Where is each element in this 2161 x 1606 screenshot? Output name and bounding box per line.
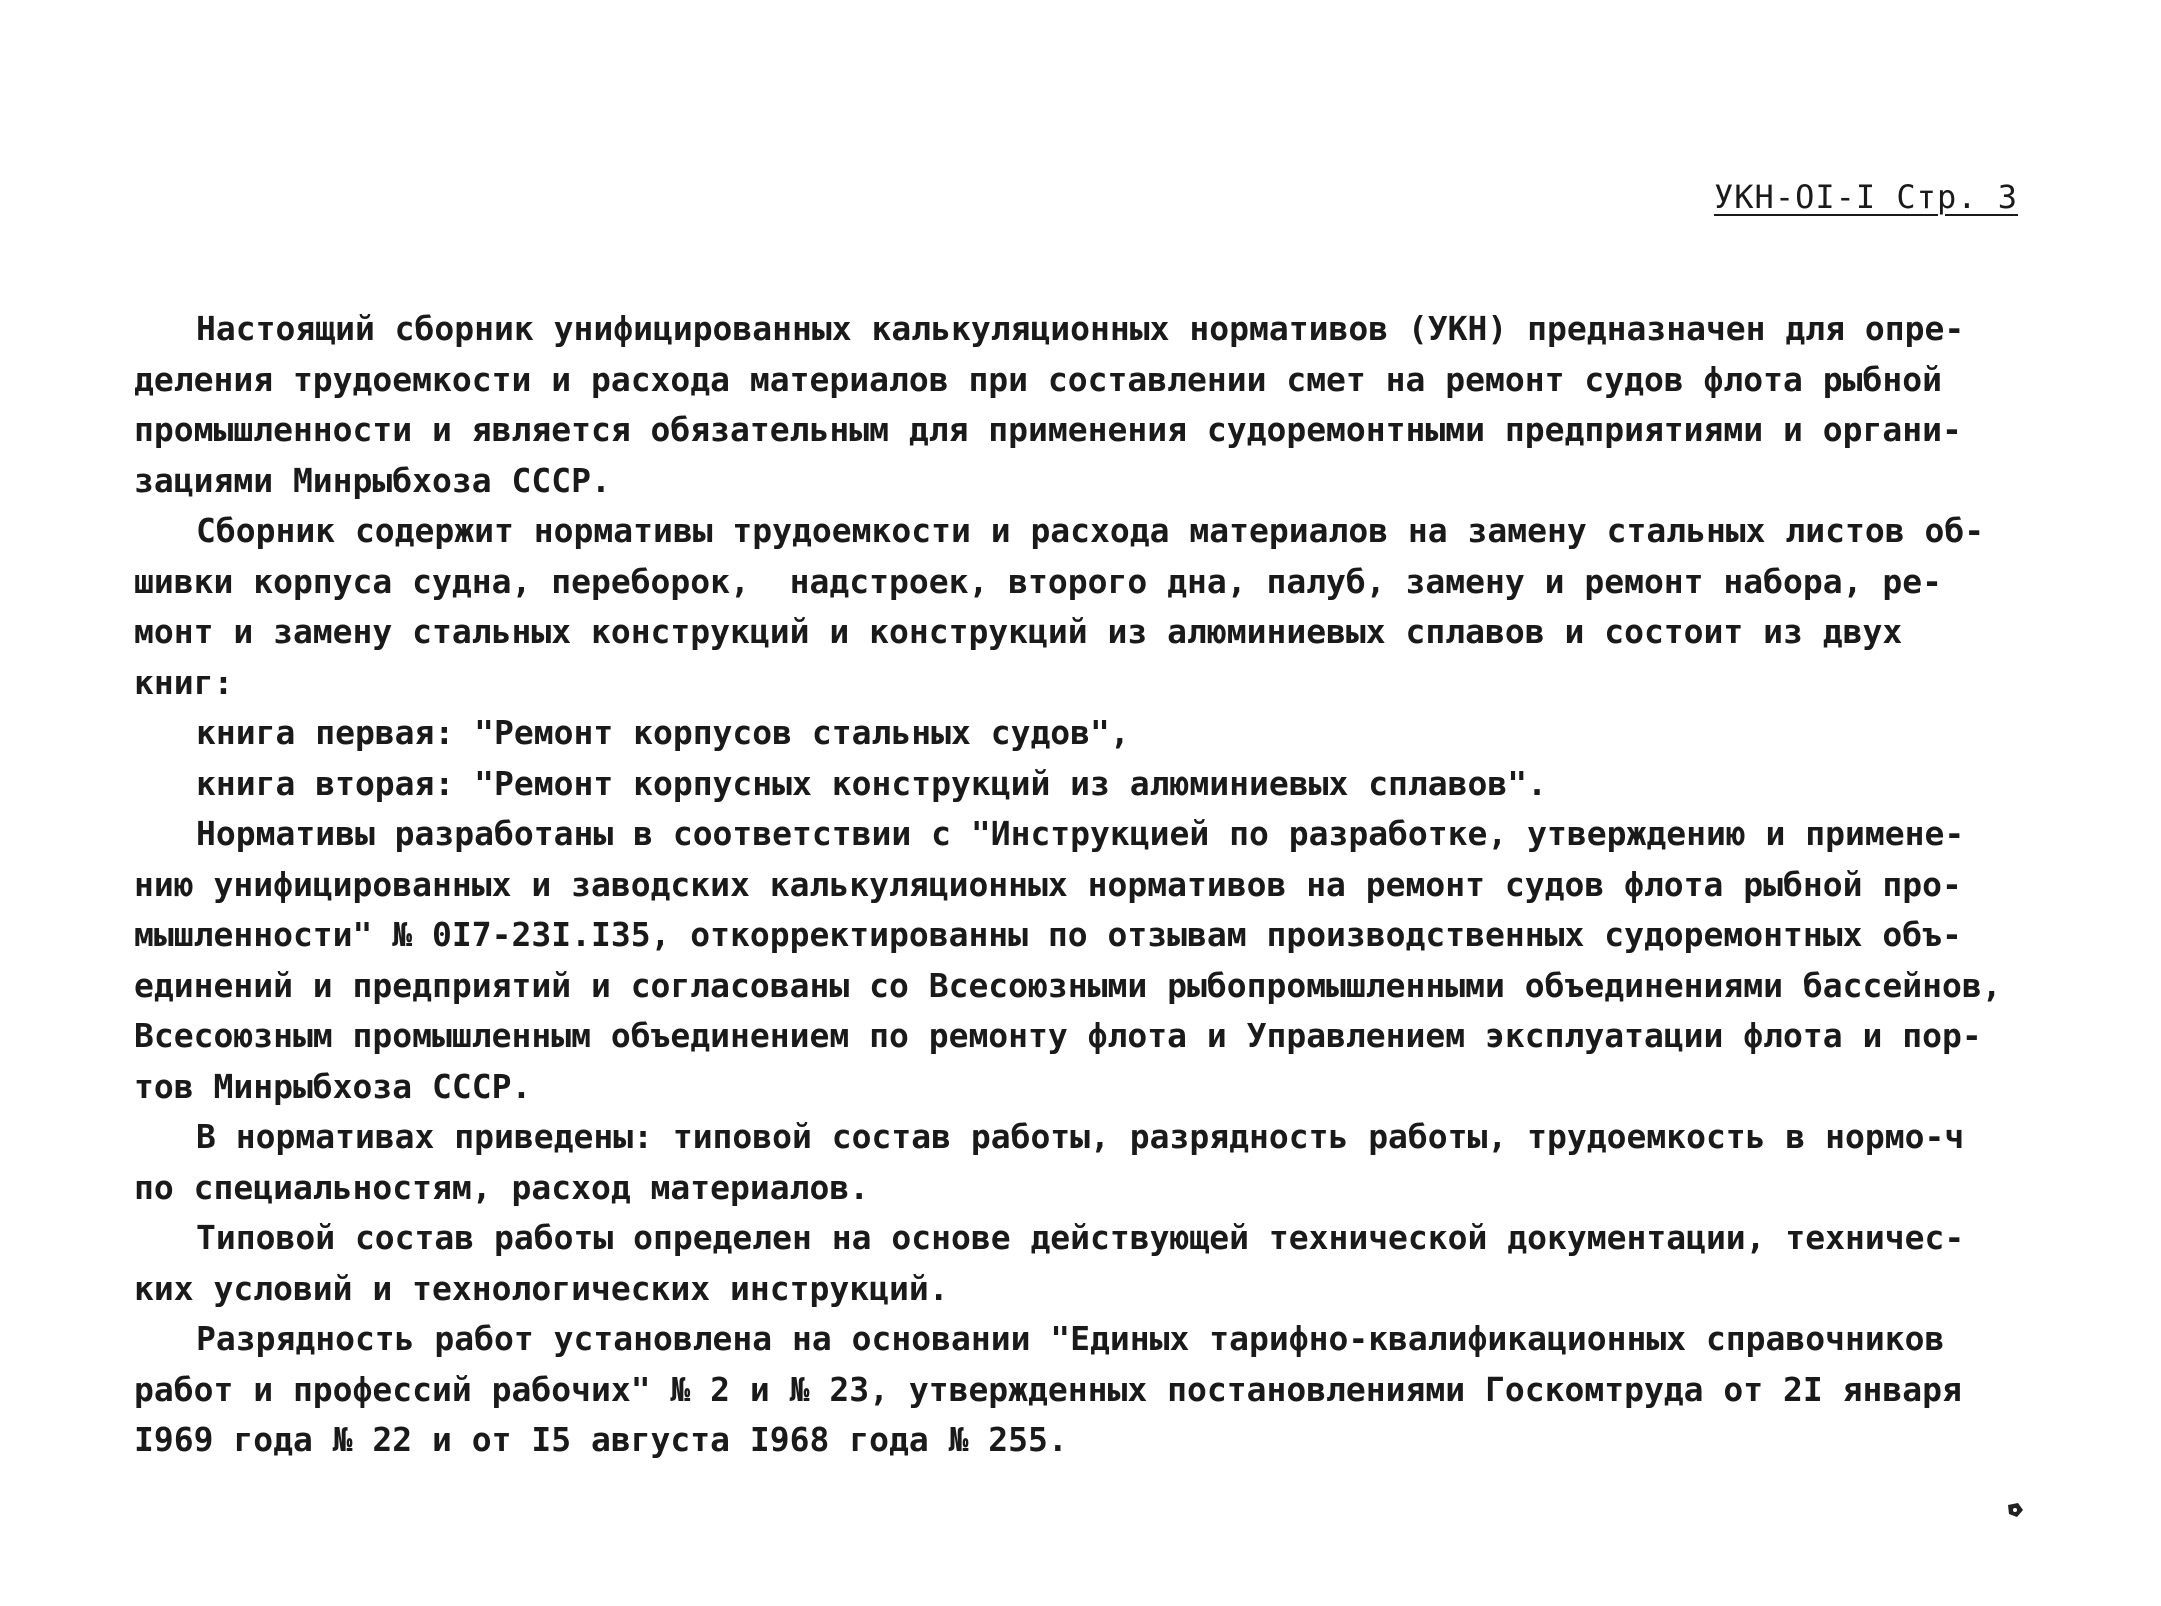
text-line: книг: [134, 662, 234, 702]
text-line: книга вторая: "Ремонт корпусных конструкций из алюминиевых сплавов". [196, 763, 1548, 803]
text-line: монт и замену стальных конструкций и конструкций из алюминиевых сплавов и состоит из двух [134, 612, 1903, 651]
text-line: Настоящий сборник унифицированных калькуляционных нормативов (УКН) предназначен для опре- [196, 309, 1965, 348]
document-body [134, 304, 2054, 1466]
text-line: шивки корпуса судна, переборок, надстроек, второго дна, палуб, замену и ремонт набора, ре- [134, 561, 1942, 601]
text-line: мышленности" № 0I7-23I.I35, откорректированны по отзывам производственных судоремонтных объ- [134, 915, 1962, 954]
text-line: промышленности и является обязательным для применения судоремонтными предприятиями и органи- [134, 410, 1962, 449]
text-line: книга первая: "Ремонт корпусов стальных судов", [196, 713, 1130, 752]
text-line: тов Минрыбхоза СССР. [134, 1066, 532, 1106]
text-line: Всесоюзным промышленным объединением по ремонту флота и Управлением эксплуатации флота и пор- [134, 1016, 1982, 1055]
text-line: Сборник содержит нормативы трудоемкости и расхода материалов на замену стальных листов об- [196, 511, 1985, 550]
text-line: В нормативах приведены: типовой состав работы, разрядность работы, трудоемкость в нормо-ч [196, 1117, 1965, 1156]
text-line: ких условий и технологических инструкций. [134, 1268, 949, 1308]
text-line: работ и профессий рабочих" № 2 и № 23, утвержденных постановлениями Госкомтруда от 2I января [134, 1369, 1962, 1409]
text-line: Разрядность работ установлена на основании "Единых тарифно-квалификационных справочников [196, 1319, 1945, 1358]
scan-mark-icon [2006, 1502, 2024, 1518]
text-line: нию унифицированных и заводских калькуляционных нормативов на ремонт судов флота рыбной про- [134, 864, 1962, 904]
text-line: деления трудоемкости и расхода материалов при составлении смет на ремонт судов флота рыбной [134, 359, 1942, 399]
text-line: I969 года № 22 и от I5 августа I968 года № 255. [134, 1420, 1068, 1459]
text-line: зациями Минрыбхоза СССР. [134, 460, 611, 500]
page-header-code: УКН-OI-I Стр. 3 [1714, 178, 2018, 216]
text-line: Нормативы разработаны в соответствии с "Инструкцией по разработке, утверждению и примене- [196, 814, 1965, 853]
text-line: Типовой состав работы определен на основе действующей технической документации, техничес- [196, 1218, 1965, 1257]
text-line: по специальностям, расход материалов. [134, 1167, 870, 1207]
text-line: единений и предприятий и согласованы со Всесоюзными рыбопромышленными объединениями бассейнов, [134, 965, 2002, 1005]
